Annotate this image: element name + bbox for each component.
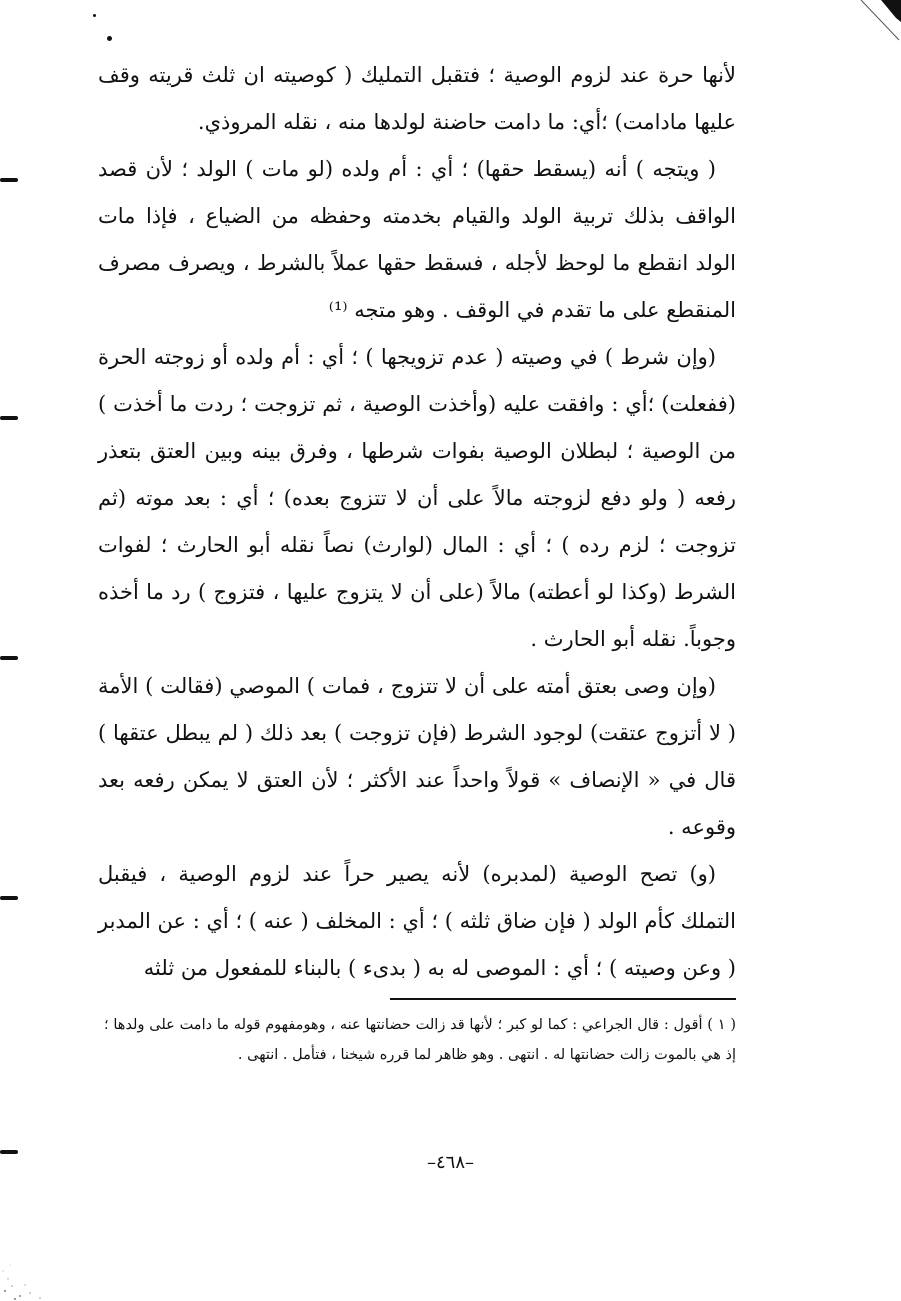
paragraph: (وإن شرط ) في وصيته ( عدم تزويجها ) ؛ أي : أم ولده أو زوجته الحرة (ففعلت) ؛أي : وافقت عليه (وأخذت الوصية ، ثم تزوجت ؛ ردت ما أخذت ) من الوصية ؛ لبطلان الوصية بفوات شرطها ، وفرق بينه وبين العتق بتعذر رفعه ( ولو دفع لزوجته مالاً على أن لا تتزوج بعده) ؛ أي : بعد موته (ثم تزوجت ؛ لزم رده ) ؛ أي : المال (لوارث) نصاً نقله أبو الحارث ؛ لفوات الشرط (وكذا لو أعطته) مالاً (على أن لا يتزوج عليها ، فتزوج ) رد ما أخذه وجوباً. نقله أبو الحارث . xyxy=(98,345,736,651)
paragraph: (و) تصح الوصية (لمدبره) لأنه يصير حراً عند لزوم الوصية ، فيقبل التملك كأم الولد ( فإن ضاق ثلثه ) ؛ أي : المخلف ( عنه ) ؛ أي : عن المدبر ( وعن وصيته ) ؛ أي : الموصى له به ( بدىء ) بالبناء للمفعول من ثلثه xyxy=(98,862,736,980)
margin-mark xyxy=(0,178,18,182)
main-text xyxy=(98,52,736,992)
scan-noise xyxy=(0,1241,60,1301)
footnote-text: ( ١ ) أقول : قال الجراعي : كما لو كبر ؛ لأنها قد زالت حضانتها عنه ، وهومفهوم قوله ما دامت على ولدها ؛ إذ هي بالموت زالت حضانتها له . انتهى . وهو ظاهر لما قرره شيخنا ، فتأمل . انتهى . xyxy=(104,1017,736,1063)
paragraph: لأنها حرة عند لزوم الوصية ؛ فتقبل التمليك ( كوصيته ان ثلث قريته وقف عليها مادامت) ؛أي: ما دامت حاضنة لولدها منه ، نقله المروذي. xyxy=(98,63,736,134)
scan-speck xyxy=(93,14,96,17)
margin-mark xyxy=(0,656,18,660)
margin-mark xyxy=(0,896,18,900)
footnote-block xyxy=(104,1010,736,1070)
margin-mark xyxy=(0,416,18,420)
footnote-divider xyxy=(390,998,736,1000)
scan-corner-mark xyxy=(841,0,901,60)
paragraph: (وإن وصى بعتق أمته على أن لا تتزوج ، فمات ) الموصي (فقالت ) الأمة ( لا أتزوج عتقت) لوجود الشرط (فإن تزوجت ) بعد ذلك ( لم يبطل عتقها ) قال في « الإنصاف » قولاً واحداً عند الأكثر ؛ لأن العتق لا يمكن رفعه بعد وقوعه . xyxy=(98,674,736,839)
scan-speck xyxy=(107,36,112,41)
paragraph: ( ويتجه ) أنه (يسقط حقها) ؛ أي : أم ولده (لو مات ) الولد ؛ لأن قصد الواقف بذلك تربية الولد والقيام بخدمته وحفظه من الضياع ، فإذا مات الولد انقطع ما لوحظ لأجله ، فسقط حقها عملاً بالشرط ، ويصرف مصرف المنقطع على ما تقدم في الوقف . وهو متجه ⁽¹⁾ xyxy=(98,157,736,322)
page-number: –٤٦٨– xyxy=(426,1152,474,1173)
